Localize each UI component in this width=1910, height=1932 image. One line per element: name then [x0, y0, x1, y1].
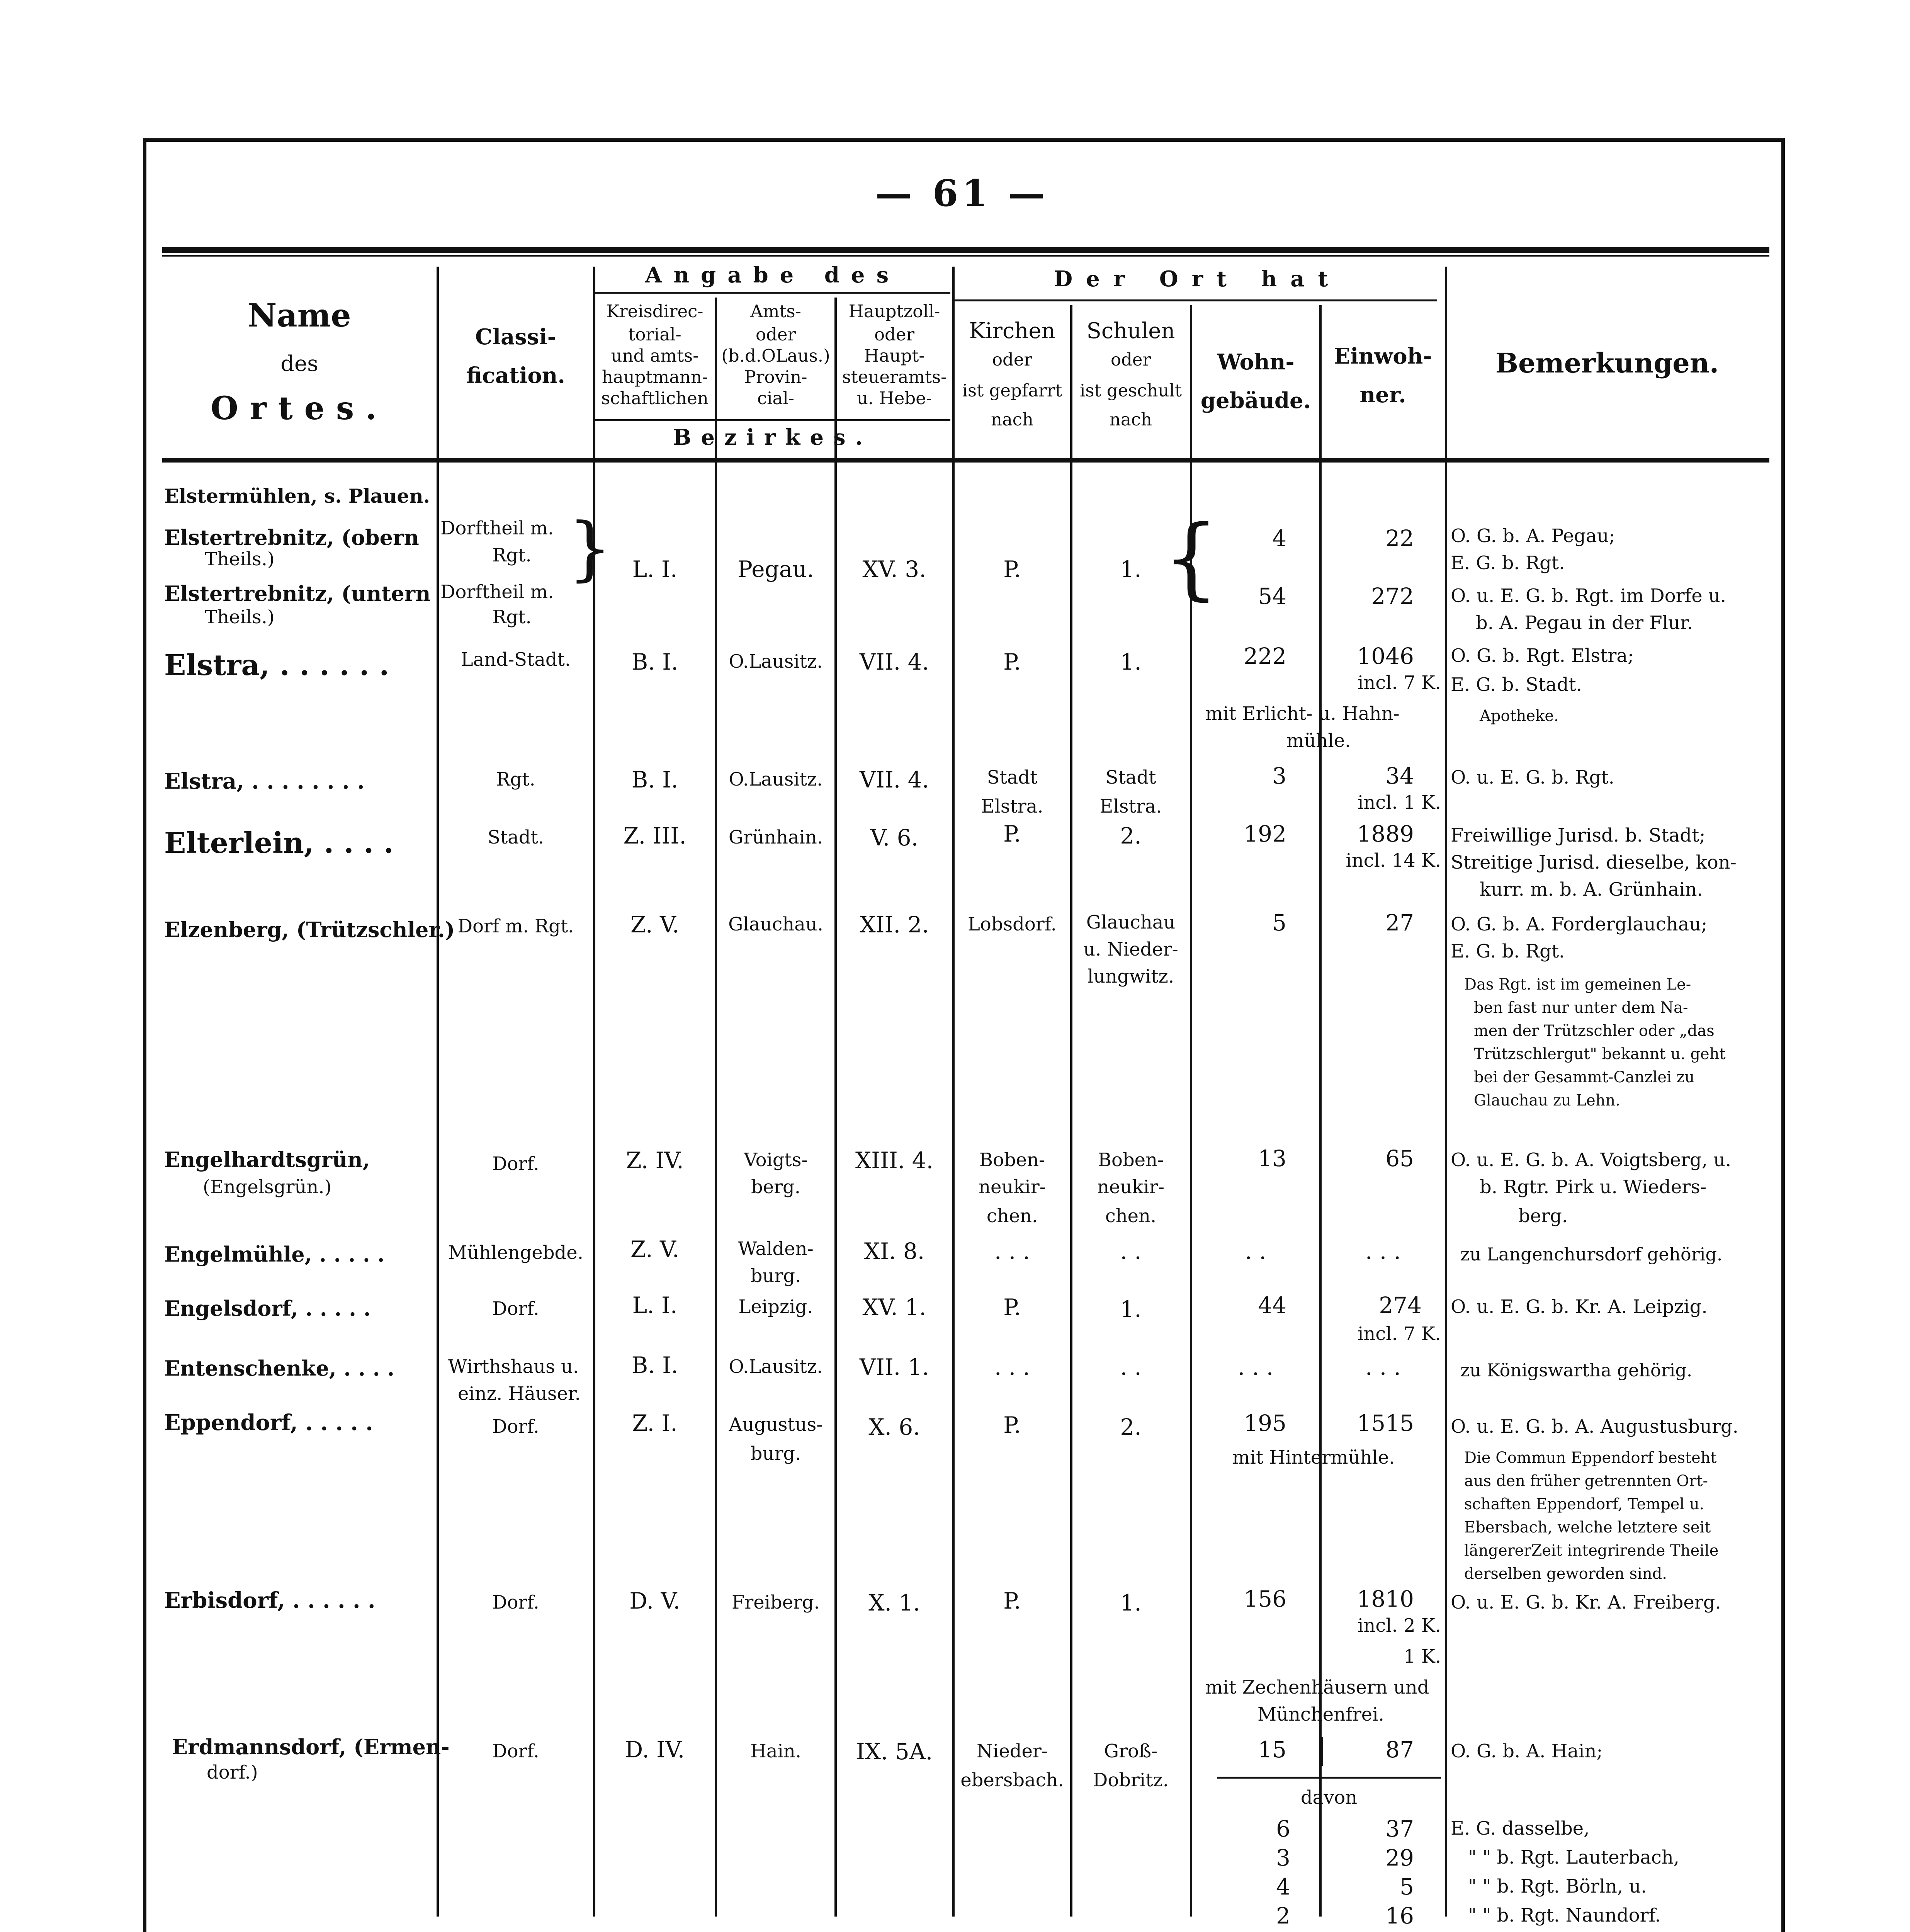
r13-kreis: D. V. — [629, 1588, 680, 1614]
r14-name: Erdmannsdorf, (Ermen- — [172, 1735, 450, 1759]
r10-schul: . . — [1120, 1354, 1142, 1380]
r14-sub2-e: 5 — [1400, 1874, 1414, 1900]
r5-amt: Grünhain. — [728, 827, 823, 848]
hdr-name-1: Name — [248, 297, 351, 334]
r8-schul: . . — [1120, 1238, 1142, 1264]
r6-cls: Dorf m. Rgt. — [457, 915, 574, 937]
r3-wohn: 222 — [1244, 643, 1286, 669]
r6-name: Elzenberg, (Trützschler.) — [164, 917, 455, 942]
r7-einw: 65 — [1385, 1145, 1414, 1172]
r11-schul: 2. — [1120, 1414, 1142, 1440]
r14-kreis: D. IV. — [625, 1736, 685, 1763]
r14-sub0-w: 6 — [1276, 1816, 1290, 1842]
r14-schul: Groß- — [1104, 1740, 1158, 1762]
r6-einw: 27 — [1385, 910, 1414, 936]
r9-einw2: incl. 7 K. — [1358, 1323, 1441, 1345]
r8-name: Engelmühle, . . . . . — [164, 1242, 385, 1267]
hdr-schulen-4: nach — [1110, 409, 1152, 430]
hdr-haupt-5: u. Hebe- — [856, 388, 932, 408]
r14-sub2-b: " " b. Rgt. Börln, u. — [1468, 1876, 1647, 1897]
hdr-amts-4: Provin- — [744, 367, 807, 387]
brace-cls: } — [568, 508, 612, 589]
r11-n2: aus den früher getrennten Ort- — [1464, 1472, 1708, 1490]
r8-cls: Mühlengebde. — [448, 1242, 583, 1264]
r10-einw: . . . — [1365, 1354, 1401, 1380]
r3-mit2: mühle. — [1286, 730, 1351, 752]
hdr-class-1: Classi- — [475, 324, 556, 350]
hdr-kreis-2: torial- — [628, 324, 681, 345]
r6-schul: Glauchau — [1086, 912, 1176, 933]
r9-wohn: 44 — [1258, 1292, 1286, 1318]
bezirkes-rule — [595, 419, 950, 421]
r14-sub3-e: 16 — [1385, 1903, 1414, 1929]
hdr-wohn-2: gebäude. — [1200, 388, 1311, 413]
hdr-amts-5: cial- — [757, 388, 795, 408]
hdr-name-3: Ortes. — [211, 390, 388, 427]
r0-name: Elstermühlen, s. Plauen. — [164, 485, 430, 507]
r7-bem3: berg. — [1518, 1205, 1568, 1227]
r9-einw: 274 — [1379, 1292, 1422, 1318]
r9-schul: 1. — [1120, 1296, 1142, 1322]
hdr-name-2: des — [280, 351, 318, 376]
hdr-kirchen-3: ist gepfarrt — [962, 380, 1062, 401]
r12-kirch: P. — [1003, 556, 1021, 582]
r3-bem3: Apotheke. — [1480, 707, 1559, 725]
r1-name2: Theils.) — [205, 548, 275, 570]
hdr-kirchen-4: nach — [991, 409, 1033, 430]
r5-bem2: Streitige Jurisd. dieselbe, kon- — [1451, 852, 1737, 873]
r13-cls: Dorf. — [492, 1592, 539, 1613]
hdr-wohn-1: Wohn- — [1217, 349, 1295, 375]
r14-sub1-e: 29 — [1385, 1845, 1414, 1871]
r3-haupt: VII. 4. — [860, 649, 929, 675]
hdr-kreis-1: Kreisdirec- — [606, 301, 704, 321]
hdr-schulen-1: Schulen — [1086, 318, 1175, 344]
hdr-schulen-3: ist geschult — [1079, 380, 1182, 401]
r11-einw: 1515 — [1357, 1410, 1414, 1436]
header-bottom-rule — [162, 458, 1769, 463]
r12-schul: 1. — [1120, 556, 1142, 582]
r10-kreis: B. I. — [631, 1352, 678, 1378]
hdr-haupt-1: Hauptzoll- — [848, 301, 940, 321]
hdr-einw-2: ner. — [1359, 382, 1406, 408]
r13-amt: Freiberg. — [731, 1592, 820, 1613]
r14-sub1-b: " " b. Rgt. Lauterbach, — [1468, 1847, 1680, 1868]
r5-cls: Stadt. — [487, 827, 544, 848]
r6-n2: ben fast nur unter dem Na- — [1474, 999, 1688, 1017]
r14-haupt: IX. 5A. — [856, 1738, 933, 1765]
r7-schul3: chen. — [1105, 1205, 1157, 1227]
r13-name: Erbisdorf, . . . . . . — [164, 1588, 376, 1613]
r10-haupt: VII. 1. — [860, 1354, 929, 1380]
r7-name: Engelhardtsgrün, — [164, 1147, 370, 1172]
r10-amt: O.Lausitz. — [729, 1356, 823, 1378]
r14-einw: 87 — [1385, 1736, 1414, 1763]
r1-cls: Dorftheil m. — [440, 517, 554, 539]
r10-name: Entenschenke, . . . . — [164, 1356, 395, 1381]
r11-name: Eppendorf, . . . . . — [164, 1410, 373, 1435]
hdr-amts-1: Amts- — [750, 301, 801, 321]
r7-kirch: Boben- — [979, 1149, 1045, 1171]
r10-cls2: einz. Häuser. — [458, 1383, 581, 1405]
r1-name: Elstertrebnitz, (obern — [164, 525, 419, 550]
r9-name: Engelsdorf, . . . . . — [164, 1296, 371, 1321]
r4-bem: O. u. E. G. b. Rgt. — [1451, 767, 1614, 788]
r13-einw3: 1 K. — [1404, 1646, 1441, 1667]
r14-sub3-b: " " b. Rgt. Naundorf. — [1468, 1905, 1661, 1926]
r14-kirch2: ebersbach. — [960, 1769, 1064, 1791]
r6-bem2: E. G. b. Rgt. — [1451, 940, 1565, 962]
hdr-haupt-4: steueramts- — [842, 367, 947, 387]
r7-bem2: b. Rgtr. Pirk u. Wieders- — [1480, 1176, 1707, 1198]
r14-sub1-w: 3 — [1276, 1845, 1290, 1871]
r11-n5: längererZeit integrirende Theile — [1464, 1542, 1719, 1560]
r3-mit: mit Erlicht- u. Hahn- — [1205, 703, 1400, 724]
derorthat-rule — [954, 299, 1437, 301]
r7-schul: Boben- — [1098, 1149, 1164, 1171]
r5-einw2: incl. 14 K. — [1346, 850, 1441, 871]
r11-n3: schaften Eppendorf, Tempel u. — [1464, 1495, 1704, 1513]
r2-einw: 272 — [1371, 583, 1414, 609]
r1-bem: O. G. b. A. Pegau; — [1451, 525, 1615, 547]
hdr-amts-3: (b.d.OLaus.) — [721, 345, 830, 366]
r6-schul3: lungwitz. — [1087, 966, 1174, 987]
hdr-kreis-3: und amts- — [611, 345, 699, 366]
r2-cls2: Rgt. — [492, 606, 532, 628]
r8-bem: zu Langenchursdorf gehörig. — [1460, 1244, 1723, 1265]
r14-kirch: Nieder- — [976, 1740, 1048, 1762]
r14-bem: O. G. b. A. Hain; — [1451, 1740, 1603, 1762]
r6-n3: men der Trützschler oder „das — [1474, 1022, 1715, 1040]
r11-wohn: 195 — [1244, 1410, 1286, 1436]
r4-kreis: B. I. — [631, 767, 678, 793]
r4-amt: O.Lausitz. — [729, 769, 823, 790]
page-number-value: 61 — [932, 172, 992, 215]
r3-einw: 1046 — [1357, 643, 1414, 669]
r13-schul: 1. — [1120, 1590, 1142, 1616]
r5-bem3: kurr. m. b. A. Grünhain. — [1480, 879, 1703, 900]
r4-wohn: 3 — [1272, 763, 1286, 789]
r3-bem2: E. G. b. Stadt. — [1451, 674, 1582, 696]
r2-name: Elstertrebnitz, (untern — [164, 581, 431, 606]
r8-einw: . . . — [1365, 1238, 1401, 1264]
r6-bem: O. G. b. A. Forderglauchau; — [1451, 913, 1708, 935]
r9-cls: Dorf. — [492, 1298, 539, 1320]
r4-einw: 34 — [1385, 763, 1414, 789]
r14-amt: Hain. — [750, 1740, 801, 1762]
r3-kreis: B. I. — [631, 649, 678, 675]
hdr-class-2: fication. — [466, 363, 565, 388]
hdr-einw-1: Einwoh- — [1334, 344, 1432, 369]
r3-amt: O.Lausitz. — [729, 651, 823, 672]
r3-kirch: P. — [1003, 649, 1021, 675]
r2-bem: O. u. E. G. b. Rgt. im Dorfe u. — [1451, 585, 1726, 607]
r8-wohn: . . — [1245, 1238, 1266, 1264]
r10-bem: zu Königswartha gehörig. — [1460, 1360, 1692, 1381]
r9-amt: Leipzig. — [738, 1296, 813, 1318]
r8-amt: Walden- — [738, 1238, 814, 1260]
r1-einw: 22 — [1385, 525, 1414, 551]
r8-kirch: . . . — [994, 1238, 1030, 1264]
r11-cls: Dorf. — [492, 1416, 539, 1437]
r1-bem2: E. G. b. Rgt. — [1451, 552, 1565, 574]
r6-amt: Glauchau. — [728, 913, 823, 935]
hdr-kirchen-1: Kirchen — [969, 318, 1055, 344]
r5-haupt: V. 6. — [870, 825, 918, 851]
hdr-haupt-3: Haupt- — [864, 345, 925, 366]
r6-haupt: XII. 2. — [860, 912, 929, 938]
r13-mit2: Münchenfrei. — [1257, 1704, 1384, 1725]
r14-name2: dorf.) — [207, 1762, 258, 1783]
r4-haupt: VII. 4. — [860, 767, 929, 793]
r6-kirch: Lobsdorf. — [967, 913, 1057, 935]
r9-kreis: L. I. — [632, 1292, 678, 1318]
r7-cls: Dorf. — [492, 1153, 539, 1175]
r3-einw2: incl. 7 K. — [1358, 672, 1441, 694]
r12-kreis: L. I. — [632, 556, 678, 582]
brace-schul: { — [1163, 507, 1220, 610]
dash-left: — — [875, 172, 933, 215]
r11-kreis: Z. I. — [632, 1410, 678, 1436]
r8-kreis: Z. V. — [630, 1236, 680, 1262]
r8-amt2: burg. — [750, 1265, 801, 1287]
r3-cls: Land-Stadt. — [461, 649, 571, 670]
r14-wohn: 15 — [1258, 1736, 1286, 1763]
hdr-kreis-4: hauptmann- — [602, 367, 708, 387]
r14-sub2-w: 4 — [1276, 1874, 1290, 1900]
r2-name2: Theils.) — [205, 606, 275, 628]
r3-bem: O. G. b. Rgt. Elstra; — [1451, 645, 1634, 667]
col-line-9 — [1445, 267, 1447, 1917]
r11-mit: mit Hintermühle. — [1232, 1447, 1395, 1468]
r9-kirch: P. — [1003, 1294, 1021, 1320]
r5-schul: 2. — [1120, 823, 1142, 849]
r7-bem: O. u. E. G. b. A. Voigtsberg, u. — [1451, 1149, 1732, 1171]
r14-sub0-e: 37 — [1385, 1816, 1414, 1842]
r4-kirch: Stadt — [987, 767, 1038, 788]
r14-split-line — [1321, 1737, 1323, 1766]
r4-name: Elstra, . . . . . . . . — [164, 769, 365, 794]
r5-kreis: Z. III. — [623, 823, 687, 849]
hdr-kirchen-2: oder — [992, 349, 1033, 370]
r13-bem: O. u. E. G. b. Kr. A. Freiberg. — [1451, 1592, 1721, 1613]
header-top-rule-thin — [162, 255, 1769, 257]
hdr-bemerkungen: Bemerkungen. — [1495, 347, 1719, 379]
r5-name: Elterlein, . . . . — [164, 827, 394, 860]
r4-einw2: incl. 1 K. — [1358, 792, 1441, 813]
dash-right: — — [991, 172, 1049, 215]
r9-bem: O. u. E. G. b. Kr. A. Leipzig. — [1451, 1296, 1708, 1318]
col-line-4 — [834, 298, 837, 1917]
r6-kreis: Z. V. — [630, 912, 680, 938]
r12-amt: Pegau. — [737, 556, 814, 582]
r2-wohn: 54 — [1258, 583, 1286, 609]
r3-schul: 1. — [1120, 649, 1142, 675]
r14-davon: davon — [1300, 1787, 1358, 1808]
r13-kirch: P. — [1003, 1588, 1021, 1614]
r4-cls: Rgt. — [496, 769, 535, 790]
col-line-1 — [437, 267, 439, 1917]
r14-sub3-w: 2 — [1276, 1903, 1290, 1929]
r13-einw: 1810 — [1357, 1586, 1414, 1612]
r7-schul2: neukir- — [1097, 1176, 1164, 1198]
r11-n6: derselben geworden sind. — [1464, 1565, 1667, 1583]
r6-n5: bei der Gesammt-Canzlei zu — [1474, 1068, 1695, 1086]
r1-wohn: 4 — [1272, 525, 1286, 551]
r10-wohn: . . . — [1237, 1354, 1274, 1380]
r7-amt2: berg. — [751, 1176, 801, 1198]
r1-cls2: Rgt. — [492, 544, 532, 566]
r7-name2: (Engelsgrün.) — [203, 1176, 332, 1198]
r13-wohn: 156 — [1244, 1586, 1286, 1612]
hdr-haupt-2: oder — [874, 324, 915, 345]
r9-haupt: XV. 1. — [862, 1294, 926, 1320]
r6-n1: Das Rgt. ist im gemeinen Le- — [1464, 976, 1691, 993]
r11-haupt: X. 6. — [868, 1414, 920, 1440]
r14-sub0-b: E. G. dasselbe, — [1451, 1818, 1590, 1839]
r10-kirch: . . . — [994, 1354, 1030, 1380]
r13-haupt: X. 1. — [868, 1590, 920, 1616]
r3-name: Elstra, . . . . . . — [164, 649, 389, 682]
r7-kirch2: neukir- — [979, 1176, 1046, 1198]
r5-einw: 1889 — [1357, 821, 1414, 847]
r11-kirch: P. — [1003, 1412, 1021, 1438]
r7-wohn: 13 — [1258, 1145, 1286, 1172]
col-line-3 — [715, 298, 717, 1917]
col-line-6 — [1070, 305, 1072, 1917]
r8-haupt: XI. 8. — [864, 1238, 925, 1264]
r6-n6: Glauchau zu Lehn. — [1474, 1092, 1620, 1109]
r5-kirch: P. — [1003, 821, 1021, 847]
col-line-5 — [952, 267, 955, 1917]
r13-mit: mit Zechenhäusern und — [1205, 1677, 1429, 1698]
angabe-rule — [595, 292, 950, 294]
r11-amt2: burg. — [750, 1443, 801, 1464]
r13-einw2: incl. 2 K. — [1358, 1615, 1441, 1636]
r2-cls: Dorftheil m. — [440, 581, 554, 603]
r4-kirch2: Elstra. — [981, 796, 1043, 817]
hdr-kreis-5: schaftlichen — [601, 388, 709, 408]
r12-haupt: XV. 3. — [862, 556, 926, 582]
r5-bem: Freiwillige Jurisd. b. Stadt; — [1451, 825, 1706, 846]
hdr-bezirkes: Bezirkes. — [673, 425, 872, 450]
r11-bem: O. u. E. G. b. A. Augustusburg. — [1451, 1416, 1738, 1437]
r4-schul: Stadt — [1105, 767, 1156, 788]
r14-davon-brace — [1217, 1777, 1441, 1779]
r6-schul2: u. Nieder- — [1083, 939, 1178, 960]
r7-kreis: Z. IV. — [626, 1147, 684, 1173]
hdr-derorthat: Der Ort hat — [1054, 266, 1342, 292]
r2-bem2: b. A. Pegau in der Flur. — [1476, 612, 1693, 634]
r6-n4: Trützschlergut" bekannt u. geht — [1474, 1045, 1726, 1063]
r7-haupt: XIII. 4. — [855, 1147, 934, 1173]
r14-schul2: Dobritz. — [1093, 1769, 1169, 1791]
hdr-amts-2: oder — [755, 324, 796, 345]
r5-wohn: 192 — [1244, 821, 1286, 847]
r7-kirch3: chen. — [986, 1205, 1038, 1227]
hdr-schulen-2: oder — [1110, 349, 1151, 370]
r4-schul2: Elstra. — [1099, 796, 1162, 817]
r11-n1: Die Commun Eppendorf besteht — [1464, 1449, 1717, 1467]
r7-amt: Voigts- — [744, 1149, 808, 1171]
header-top-rule — [162, 247, 1769, 253]
r10-cls: Wirthshaus u. — [448, 1356, 579, 1378]
r6-wohn: 5 — [1272, 910, 1286, 936]
r14-cls: Dorf. — [492, 1740, 539, 1762]
hdr-angabe: Angabe des — [645, 262, 901, 288]
r11-n4: Ebersbach, welche letztere seit — [1464, 1519, 1711, 1536]
page-number — [827, 172, 1097, 215]
r11-amt: Augustus- — [729, 1414, 823, 1435]
